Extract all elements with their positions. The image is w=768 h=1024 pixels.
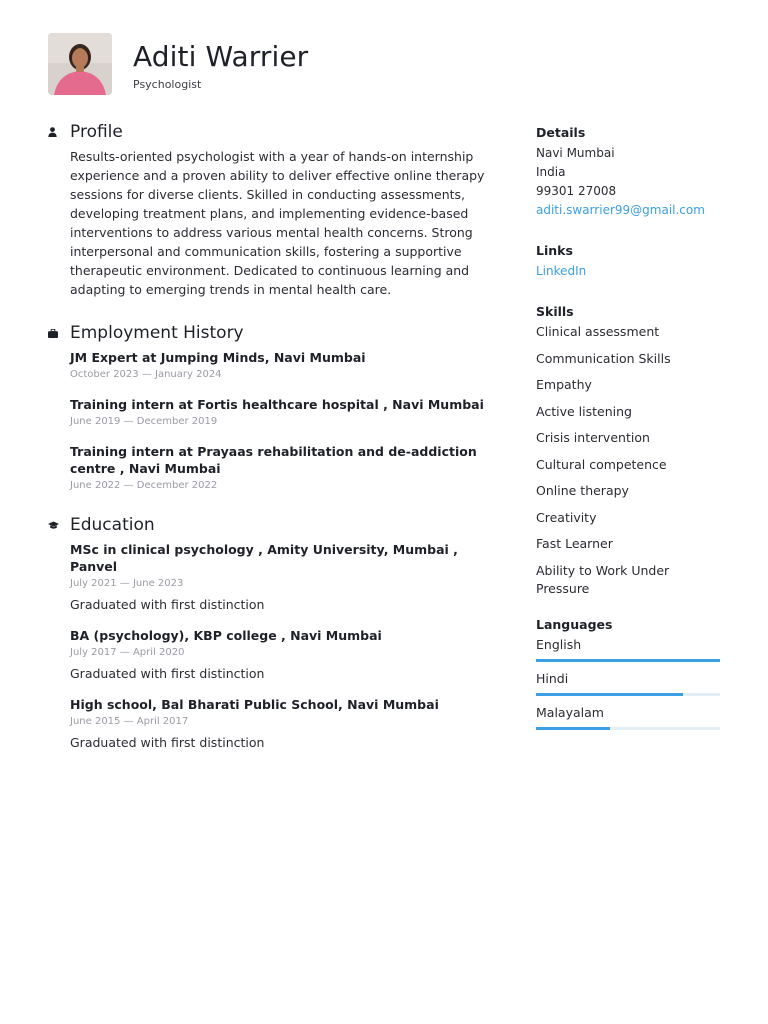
skills-section — [536, 303, 722, 598]
details-heading: Details — [536, 125, 586, 140]
details-phone: 99301 27008 — [536, 184, 617, 198]
profile-photo — [48, 33, 112, 95]
education-title: High school, Bal Bharati Public School, Navi Mumbai — [70, 697, 439, 712]
language-level-fill — [536, 727, 610, 730]
employment-title: Training intern at Prayaas rehabilitation and de-addiction centre , Navi Mumbai — [70, 444, 477, 476]
education-heading: Education — [70, 515, 155, 535]
candidate-name: Aditi Warrier — [133, 40, 309, 73]
details-country: India — [536, 165, 566, 179]
profile-heading: Profile — [70, 122, 123, 142]
education-title: BA (psychology), KBP college , Navi Mumbai — [70, 628, 382, 643]
links-section — [536, 242, 722, 281]
language-level-bar — [536, 727, 720, 730]
education-date: July 2017 — April 2020 — [70, 647, 185, 658]
language-name: Hindi — [536, 670, 569, 686]
employment-title: Training intern at Fortis healthcare hospital , Navi Mumbai — [70, 397, 484, 412]
education-date: July 2021 — June 2023 — [70, 578, 184, 589]
employment-date: June 2022 — December 2022 — [70, 480, 218, 491]
person-icon — [48, 127, 70, 137]
resume-header — [48, 33, 308, 95]
profile-summary: Results-oriented psychologist with a year of hands-on internship experience and a proven ability to deliver effective online therapy sessions for diverse clients. Skilled in conducting assessments, developing treatment plans, and implementing evidence-based interventions to address various mental health concerns. Strong interpersonal and communication skills, fostering a supportive therapeutic environment. Dedicated to continuous learning and adapting to emerging trends in mental health care. — [70, 149, 485, 297]
employment-item — [70, 349, 508, 382]
education-description: Graduated with first distinction — [70, 597, 265, 612]
languages-section — [536, 616, 722, 730]
skill-item: Ability to Work Under Pressure — [536, 562, 670, 596]
education-description: Graduated with first distinction — [70, 735, 265, 750]
job-title: Psychologist — [133, 78, 202, 91]
language-level-fill — [536, 659, 720, 662]
details-city: Navi Mumbai — [536, 146, 615, 160]
education-section — [48, 513, 508, 751]
employment-heading: Employment History — [70, 323, 244, 343]
languages-heading: Languages — [536, 616, 613, 632]
education-description: Graduated with first distinction — [70, 666, 265, 681]
skill-item: Empathy — [536, 377, 592, 392]
email-link[interactable]: aditi.swarrier99@gmail.com — [536, 203, 705, 217]
language-item — [536, 636, 722, 662]
language-item — [536, 670, 722, 696]
briefcase-icon — [48, 329, 70, 338]
skill-item: Clinical assessment — [536, 324, 660, 339]
graduation-cap-icon — [48, 521, 70, 530]
employment-item — [70, 443, 508, 493]
education-date: June 2015 — April 2017 — [70, 716, 189, 727]
education-item — [70, 627, 508, 682]
main-column — [48, 120, 508, 771]
employment-date: June 2019 — December 2019 — [70, 416, 218, 427]
linkedin-link[interactable]: LinkedIn — [536, 264, 587, 278]
education-item — [70, 696, 508, 751]
skill-item: Fast Learner — [536, 536, 613, 551]
employment-title: JM Expert at Jumping Minds, Navi Mumbai — [70, 350, 366, 365]
language-name: Malayalam — [536, 704, 604, 720]
skills-heading: Skills — [536, 304, 574, 319]
sidebar — [536, 124, 722, 752]
language-item — [536, 704, 722, 730]
education-title: MSc in clinical psychology , Amity University, Mumbai , Panvel — [70, 542, 458, 574]
skill-item: Communication Skills — [536, 350, 671, 366]
language-level-fill — [536, 693, 683, 696]
employment-item — [70, 396, 508, 429]
skill-item: Creativity — [536, 509, 597, 525]
language-level-bar — [536, 693, 720, 696]
skill-item: Cultural competence — [536, 456, 667, 472]
language-name: English — [536, 636, 582, 652]
employment-section — [48, 321, 508, 493]
skill-item: Crisis intervention — [536, 430, 650, 445]
employment-date: October 2023 — January 2024 — [70, 369, 222, 380]
education-item — [70, 541, 508, 613]
skill-item: Online therapy — [536, 483, 629, 498]
skill-item: Active listening — [536, 403, 632, 419]
links-heading: Links — [536, 243, 573, 258]
language-level-bar — [536, 659, 720, 662]
details-section — [536, 124, 722, 220]
profile-section — [48, 120, 508, 299]
